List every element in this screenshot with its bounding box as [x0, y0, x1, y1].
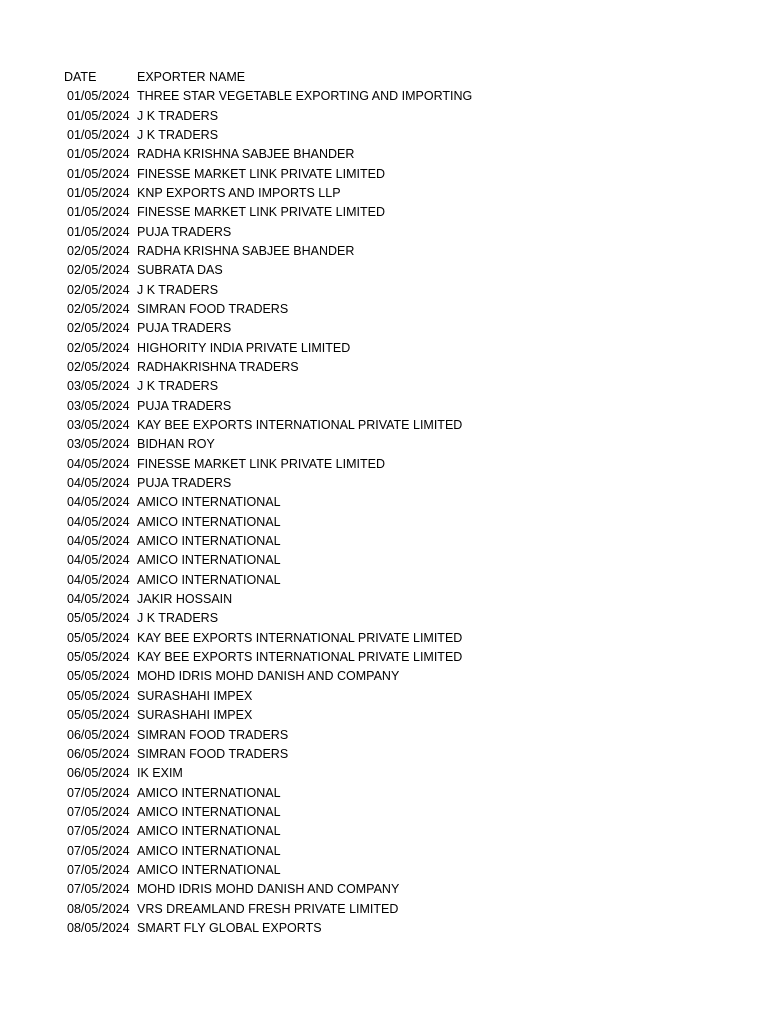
row-exporter-name: FINESSE MARKET LINK PRIVATE LIMITED [137, 166, 385, 181]
row-date: 01/05/2024 [67, 205, 130, 220]
row-exporter-name: AMICO INTERNATIONAL [137, 862, 281, 877]
row-date: 01/05/2024 [67, 89, 130, 104]
table-row [64, 164, 704, 183]
row-date: 01/05/2024 [67, 147, 130, 162]
row-exporter-name: RADHAKRISHNA TRADERS [137, 359, 299, 374]
table-row [64, 919, 704, 938]
table-row [64, 455, 704, 474]
row-date: 04/05/2024 [67, 456, 130, 471]
row-exporter-name: FINESSE MARKET LINK PRIVATE LIMITED [137, 456, 385, 471]
row-date: 01/05/2024 [67, 108, 130, 123]
row-date: 06/05/2024 [67, 746, 130, 761]
row-date: 05/05/2024 [67, 611, 130, 626]
table-row [64, 184, 704, 203]
row-date: 02/05/2024 [67, 282, 130, 297]
row-date: 02/05/2024 [67, 340, 130, 355]
table-row [64, 609, 704, 628]
table-row [64, 280, 704, 299]
row-date: 04/05/2024 [67, 514, 130, 529]
table-row [64, 513, 704, 532]
row-date: 08/05/2024 [67, 920, 130, 935]
row-date: 02/05/2024 [67, 243, 130, 258]
row-exporter-name: PUJA TRADERS [137, 224, 232, 239]
row-date: 02/05/2024 [67, 263, 130, 278]
table-row [64, 377, 704, 396]
row-date: 02/05/2024 [67, 359, 130, 374]
table-row [64, 803, 704, 822]
row-date: 04/05/2024 [67, 476, 130, 491]
table-row [64, 648, 704, 667]
row-exporter-name: MOHD IDRIS MOHD DANISH AND COMPANY [137, 669, 400, 684]
table-row [64, 725, 704, 744]
row-exporter-name: AMICO INTERNATIONAL [137, 514, 281, 529]
row-date: 03/05/2024 [67, 418, 130, 433]
row-exporter-name: BIDHAN ROY [137, 437, 215, 452]
row-exporter-name: KAY BEE EXPORTS INTERNATIONAL PRIVATE LIMITED [137, 650, 463, 665]
row-exporter-name: SURASHAHI IMPEX [137, 688, 253, 703]
table-row [64, 861, 704, 880]
row-exporter-name: KAY BEE EXPORTS INTERNATIONAL PRIVATE LIMITED [137, 630, 463, 645]
table-row [64, 667, 704, 686]
row-exporter-name: SIMRAN FOOD TRADERS [137, 301, 289, 316]
table-row [64, 532, 704, 551]
table-row [64, 783, 704, 802]
row-exporter-name: SURASHAHI IMPEX [137, 708, 253, 723]
table-row [64, 397, 704, 416]
row-date: 02/05/2024 [67, 301, 130, 316]
row-date: 07/05/2024 [67, 843, 130, 858]
row-date: 01/05/2024 [67, 166, 130, 181]
table-row [64, 841, 704, 860]
row-date: 05/05/2024 [67, 708, 130, 723]
row-date: 01/05/2024 [67, 127, 130, 142]
row-exporter-name: SIMRAN FOOD TRADERS [137, 746, 289, 761]
table-body [64, 87, 704, 938]
row-exporter-name: SIMRAN FOOD TRADERS [137, 727, 289, 742]
row-exporter-name: MOHD IDRIS MOHD DANISH AND COMPANY [137, 882, 400, 897]
exporter-column-header: EXPORTER NAME [137, 70, 246, 84]
row-date: 07/05/2024 [67, 862, 130, 877]
row-exporter-name: J K TRADERS [137, 127, 219, 142]
row-date: 04/05/2024 [67, 495, 130, 510]
row-exporter-name: AMICO INTERNATIONAL [137, 534, 281, 549]
row-date: 04/05/2024 [67, 534, 130, 549]
row-exporter-name: AMICO INTERNATIONAL [137, 824, 281, 839]
row-exporter-name: THREE STAR VEGETABLE EXPORTING AND IMPORTING [137, 89, 473, 104]
table-row [64, 300, 704, 319]
row-exporter-name: SUBRATA DAS [137, 263, 223, 278]
row-date: 07/05/2024 [67, 824, 130, 839]
table-row [64, 106, 704, 125]
table-row [64, 880, 704, 899]
row-date: 04/05/2024 [67, 572, 130, 587]
row-exporter-name: KAY BEE EXPORTS INTERNATIONAL PRIVATE LIMITED [137, 418, 463, 433]
row-exporter-name: AMICO INTERNATIONAL [137, 785, 281, 800]
row-date: 05/05/2024 [67, 669, 130, 684]
table-row [64, 145, 704, 164]
row-date: 03/05/2024 [67, 437, 130, 452]
table-header [64, 68, 704, 87]
row-date: 05/05/2024 [67, 650, 130, 665]
table-row [64, 745, 704, 764]
table-row [64, 126, 704, 145]
row-date: 08/05/2024 [67, 901, 130, 916]
row-exporter-name: AMICO INTERNATIONAL [137, 843, 281, 858]
table-row [64, 687, 704, 706]
row-exporter-name: J K TRADERS [137, 108, 219, 123]
row-exporter-name: J K TRADERS [137, 282, 219, 297]
date-column-header: DATE [64, 70, 97, 84]
row-date: 07/05/2024 [67, 882, 130, 897]
row-date: 07/05/2024 [67, 804, 130, 819]
table-row [64, 242, 704, 261]
table-row [64, 87, 704, 106]
table-row [64, 261, 704, 280]
row-exporter-name: SMART FLY GLOBAL EXPORTS [137, 920, 322, 935]
row-date: 04/05/2024 [67, 553, 130, 568]
row-exporter-name: AMICO INTERNATIONAL [137, 572, 281, 587]
row-exporter-name: J K TRADERS [137, 611, 219, 626]
row-exporter-name: IK EXIM [137, 766, 183, 781]
row-date: 06/05/2024 [67, 766, 130, 781]
table-row [64, 764, 704, 783]
row-date: 04/05/2024 [67, 592, 130, 607]
table-row [64, 551, 704, 570]
table-row [64, 822, 704, 841]
row-exporter-name: VRS DREAMLAND FRESH PRIVATE LIMITED [137, 901, 399, 916]
row-date: 02/05/2024 [67, 321, 130, 336]
row-exporter-name: AMICO INTERNATIONAL [137, 804, 281, 819]
exporter-table [64, 68, 704, 938]
table-row [64, 222, 704, 241]
table-row [64, 319, 704, 338]
row-date: 03/05/2024 [67, 379, 130, 394]
row-exporter-name: KNP EXPORTS AND IMPORTS LLP [137, 185, 341, 200]
table-row [64, 203, 704, 222]
row-exporter-name: RADHA KRISHNA SABJEE BHANDER [137, 147, 355, 162]
table-row [64, 474, 704, 493]
row-exporter-name: PUJA TRADERS [137, 321, 232, 336]
table-row [64, 338, 704, 357]
row-date: 01/05/2024 [67, 185, 130, 200]
table-row [64, 493, 704, 512]
row-exporter-name: J K TRADERS [137, 379, 219, 394]
table-row [64, 358, 704, 377]
row-exporter-name: RADHA KRISHNA SABJEE BHANDER [137, 243, 355, 258]
table-row [64, 571, 704, 590]
table-row [64, 899, 704, 918]
row-date: 05/05/2024 [67, 630, 130, 645]
row-date: 05/05/2024 [67, 688, 130, 703]
table-row [64, 435, 704, 454]
row-date: 01/05/2024 [67, 224, 130, 239]
row-exporter-name: AMICO INTERNATIONAL [137, 553, 281, 568]
row-date: 07/05/2024 [67, 785, 130, 800]
row-exporter-name: HIGHORITY INDIA PRIVATE LIMITED [137, 340, 351, 355]
row-exporter-name: PUJA TRADERS [137, 476, 232, 491]
row-exporter-name: FINESSE MARKET LINK PRIVATE LIMITED [137, 205, 385, 220]
row-exporter-name: PUJA TRADERS [137, 398, 232, 413]
table-row [64, 629, 704, 648]
row-exporter-name: JAKIR HOSSAIN [137, 592, 233, 607]
row-date: 03/05/2024 [67, 398, 130, 413]
row-exporter-name: AMICO INTERNATIONAL [137, 495, 281, 510]
table-row [64, 416, 704, 435]
row-date: 06/05/2024 [67, 727, 130, 742]
table-row [64, 706, 704, 725]
table-row [64, 590, 704, 609]
